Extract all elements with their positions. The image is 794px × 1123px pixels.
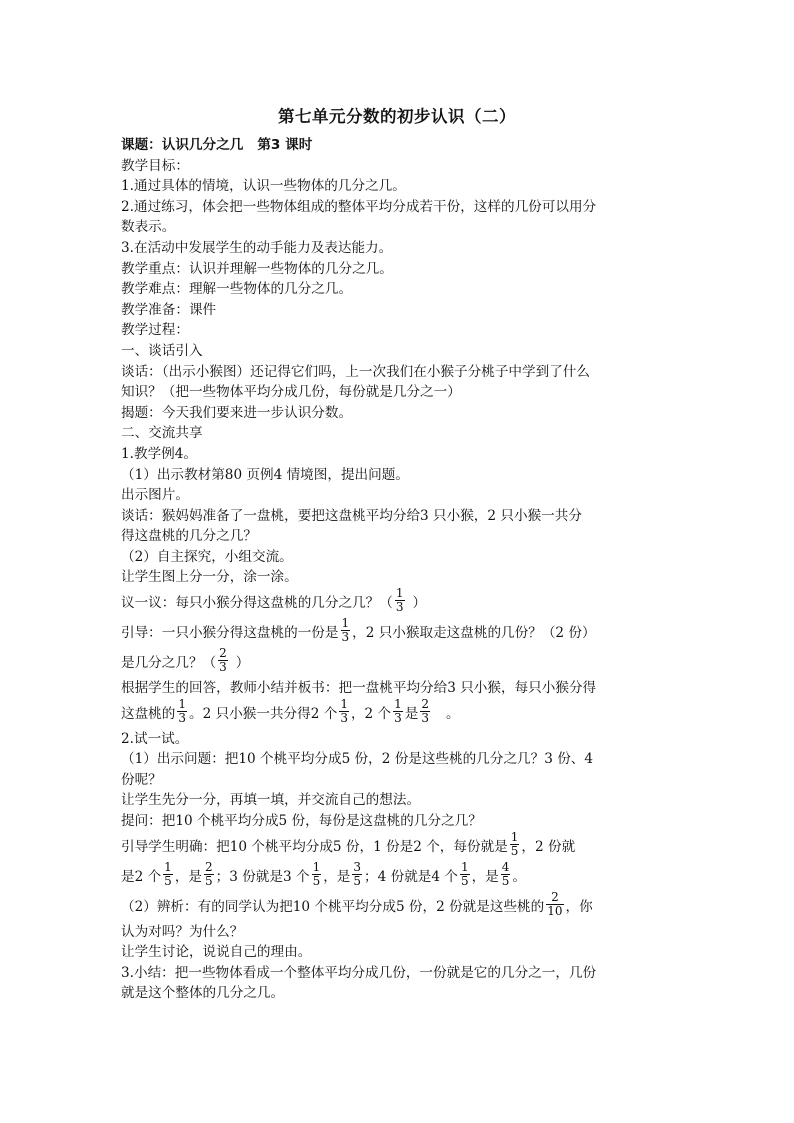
parts-text-5: ；4 份就是4 个 bbox=[364, 868, 458, 885]
discuss-close: ） bbox=[412, 595, 427, 612]
section-2-heading: 二、交流共享 bbox=[121, 425, 203, 442]
summary-line-b bbox=[121, 696, 681, 729]
parts-text-7: 。 bbox=[512, 868, 527, 885]
guide-line bbox=[121, 618, 681, 648]
clarify-line bbox=[121, 829, 681, 862]
goals-heading: 教学目标： bbox=[121, 157, 189, 174]
fraction-one-third: $\frac{1}{3}$ bbox=[341, 616, 350, 645]
fraction-one-third: $\frac{1}{3}$ bbox=[340, 696, 348, 725]
analyze-text-2: ，你 bbox=[565, 898, 593, 915]
try-1a: （1）出示问题：把10 个桃平均分成5 份，2 份是这些桃的几分之几？3 份、4 bbox=[121, 751, 594, 768]
talk-1a: 谈话：（出示小猴图）还记得它们吗，上一次我们在小猴子分桃子中学到了什么 bbox=[121, 363, 590, 380]
guide-text: 引导：一只小猴分得这盘桃的一份是 bbox=[121, 625, 339, 642]
conclusion-a: 3.小结：把一些物体看成一个整体平均分成几份，一份就是它的几分之一，几份 bbox=[121, 964, 597, 981]
ask-question: 提问：把10 个桃平均分成5 份，每份是这盘桃的几分之几？ bbox=[121, 813, 482, 830]
parts-text-6: ，是 bbox=[471, 868, 499, 885]
parts-text-4: ，是 bbox=[323, 868, 351, 885]
fraction-one-fifth: $\frac{1}{5}$ bbox=[460, 859, 469, 888]
lesson-content bbox=[121, 135, 681, 1004]
parts-line bbox=[121, 859, 681, 892]
lesson-number: 第3 课时 bbox=[257, 137, 313, 153]
preparation: 教学准备：课件 bbox=[121, 301, 217, 318]
fraction-four-fifths: $\frac{4}{5}$ bbox=[501, 859, 510, 888]
try-heading: 2.试一试。 bbox=[121, 730, 189, 747]
summary-text-3: ，2 个 bbox=[350, 705, 392, 722]
goal-2b: 数表示。 bbox=[121, 219, 176, 236]
discuss-text: 议一议：每只小猴分得这盘桃的几分之几？（ bbox=[121, 595, 393, 612]
summary-text-2: 。2 只小猴一共分得2 个 bbox=[189, 705, 338, 722]
fraction-two-thirds: $\frac{2}{3}$ bbox=[219, 646, 227, 675]
try-fill: 让学生先分一分，再填一填，并交流自己的想法。 bbox=[121, 792, 421, 809]
guide-line-b bbox=[121, 648, 681, 678]
process-heading: 教学过程： bbox=[121, 322, 189, 339]
fraction-one-third: $\frac{1}{3}$ bbox=[394, 696, 402, 725]
reveal: 揭题：今天我们要来进一步认识分数。 bbox=[121, 404, 353, 421]
fraction-one-third: $\frac{1}{3}$ bbox=[395, 586, 404, 615]
fraction-two-fifths: $\frac{2}{5}$ bbox=[205, 859, 213, 888]
parts-text-3: ；3 份就是3 个 bbox=[215, 868, 310, 885]
parts-text-2: ，是 bbox=[174, 868, 202, 885]
talk-1b: 知识？（把一些物体平均分成几份，每份就是几分之一） bbox=[121, 384, 461, 401]
subject-label: 课题：认识几分之几 bbox=[121, 137, 244, 153]
analyze-line-b: 认为对吗？为什么？ bbox=[121, 923, 244, 940]
fraction-two-tenths: $\frac{2}{10}$ bbox=[547, 889, 563, 918]
fraction-two-thirds: $\frac{2}{3}$ bbox=[421, 696, 429, 725]
fraction-three-fifths: $\frac{3}{5}$ bbox=[353, 859, 362, 888]
fraction-one-fifth: $\frac{1}{5}$ bbox=[510, 829, 519, 858]
talk-2a: 谈话：猴妈妈准备了一盘桃，要把这盘桃平均分给3 只小猴，2 只小猴一共分 bbox=[121, 507, 582, 524]
example-4-step-1: （1）出示教材第80 页例4 情境图，提出问题。 bbox=[121, 466, 409, 483]
guide-text-2: ，2 只小猴取走这盘桃的几份？（2 份） bbox=[352, 625, 596, 642]
difficulty: 教学难点：理解一些物体的几分之几。 bbox=[121, 281, 353, 298]
goal-1: 1.通过具体的情境，认识一些物体的几分之几。 bbox=[121, 178, 406, 195]
subject-line bbox=[121, 135, 681, 156]
summary-line-a: 根据学生的回答，教师小结并板书：把一盘桃平均分给3 只小猴，每只小猴分得 bbox=[121, 680, 597, 697]
fraction-one-third: $\frac{1}{3}$ bbox=[178, 696, 187, 725]
discuss-line bbox=[121, 588, 681, 618]
fraction-one-fifth: $\frac{1}{5}$ bbox=[164, 859, 172, 888]
summary-text-4: 是 bbox=[404, 705, 419, 722]
fraction-one-fifth: $\frac{1}{5}$ bbox=[312, 859, 321, 888]
analyze-line bbox=[121, 889, 681, 922]
draw-instruction: 让学生图上分一分，涂一涂。 bbox=[121, 569, 298, 586]
guide-b-close: ） bbox=[235, 655, 250, 672]
analyze-text: （2）辨析：有的同学认为把10 个桃平均分成5 份，2 份就是这些桃的 bbox=[121, 898, 545, 915]
guide-b-text: 是几分之几？（ bbox=[121, 655, 217, 672]
conclusion-b: 就是这个整体的几分之几。 bbox=[121, 985, 285, 1002]
example-4-step-2: （2）自主探究，小组交流。 bbox=[121, 548, 293, 565]
goal-2a: 2.通过练习，体会把一些物体组成的整体平均分成若干份，这样的几份可以用分 bbox=[121, 198, 597, 215]
clarify-text-2: ，2 份就 bbox=[521, 838, 576, 855]
summary-text-1: 这盘桃的 bbox=[121, 705, 176, 722]
parts-text-1: 是2 个 bbox=[121, 868, 162, 885]
section-1-heading: 一、谈话引入 bbox=[121, 342, 203, 359]
try-1b: 份呢？ bbox=[121, 771, 162, 788]
talk-2b: 得这盘桃的几分之几？ bbox=[121, 528, 257, 545]
page-title: 第七单元分数的初步认识（二） bbox=[278, 107, 516, 126]
example-4: 1.教学例4。 bbox=[121, 445, 197, 462]
summary-text-5: 。 bbox=[446, 705, 460, 722]
discuss-reason: 让学生讨论，说说自己的理由。 bbox=[121, 944, 312, 961]
show-picture: 出示图片。 bbox=[121, 487, 189, 504]
clarify-text: 引导学生明确：把10 个桃平均分成5 份，1 份是2 个，每份就是 bbox=[121, 838, 508, 855]
key-point: 教学重点：认识并理解一些物体的几分之几。 bbox=[121, 260, 393, 277]
goal-3: 3.在活动中发展学生的动手能力及表达能力。 bbox=[121, 239, 393, 256]
